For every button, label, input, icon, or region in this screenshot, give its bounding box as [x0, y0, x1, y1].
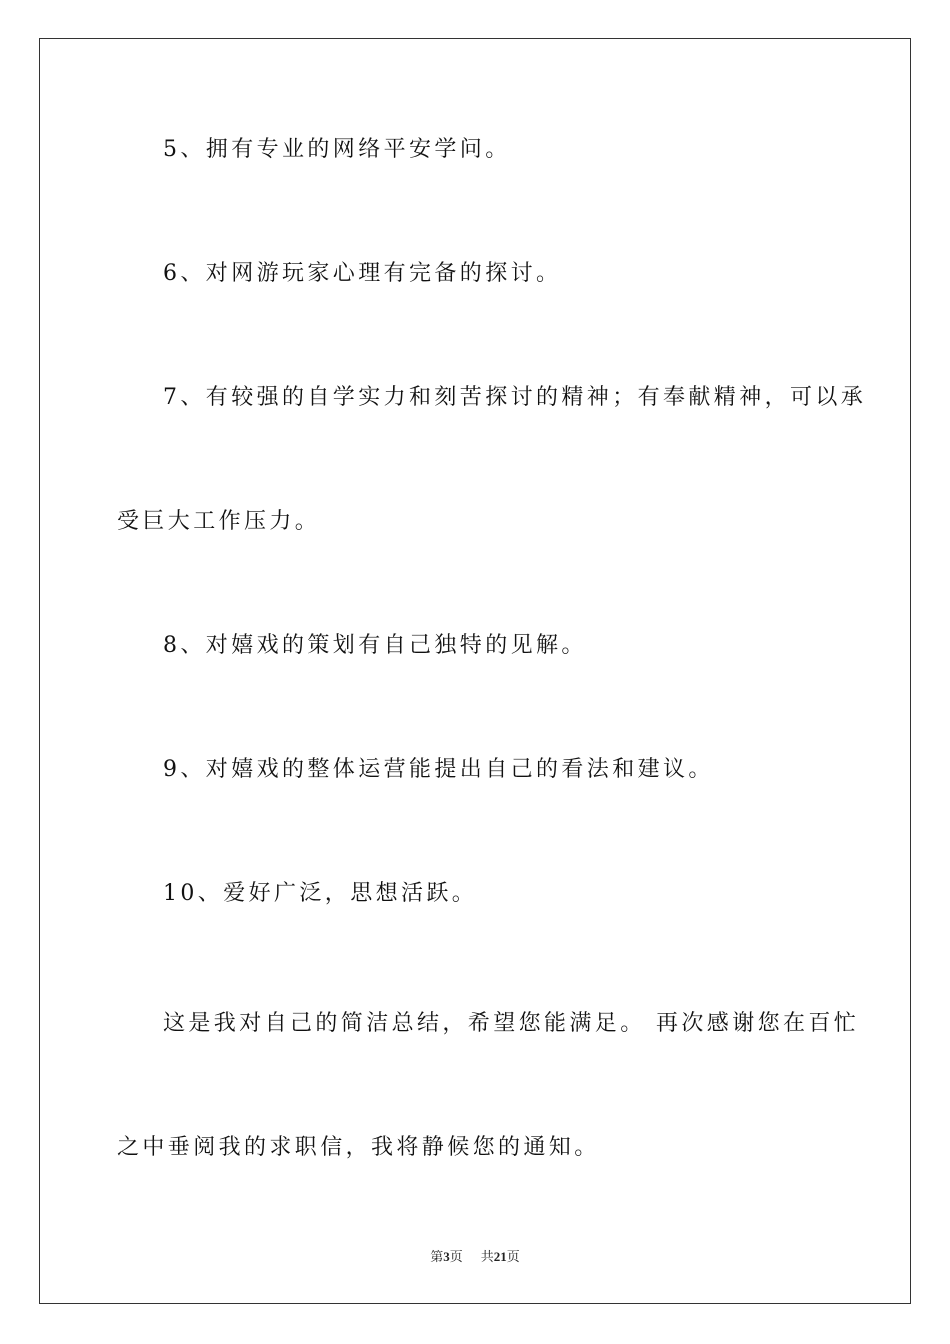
paragraph-item-5: 5、拥有专业的网络平安学问。 [163, 137, 511, 162]
closing-paragraph-line-2: 之中垂阅我的求职信，我将静候您的通知。 [117, 1135, 600, 1160]
paragraph-item-7-line-1: 7、有较强的自学实力和刻苦探讨的精神；有奉献精神，可以承 [163, 385, 867, 410]
paragraph-item-6: 6、对网游玩家心理有完备的探讨。 [163, 261, 562, 286]
closing-paragraph-line-1: 这是我对自己的简洁总结，希望您能满足。 再次感谢您在百忙 [163, 1011, 860, 1036]
paragraph-item-7-line-2: 受巨大工作压力。 [117, 509, 321, 534]
page-number: 3 [443, 1249, 450, 1264]
total-prefix: 共 [480, 1249, 494, 1264]
paragraph-item-8: 8、对嬉戏的策划有自己独特的见解。 [163, 633, 587, 658]
total-suffix: 页 [506, 1249, 520, 1264]
page-frame [39, 38, 911, 1304]
paragraph-item-9: 9、对嬉戏的整体运营能提出自己的看法和建议。 [163, 757, 714, 782]
page-suffix: 页 [449, 1249, 463, 1264]
total-pages: 21 [493, 1249, 507, 1264]
page-prefix: 第 [430, 1249, 444, 1264]
page-footer [0, 1248, 950, 1266]
paragraph-item-10: 10、爱好广泛，思想活跃。 [163, 881, 478, 906]
